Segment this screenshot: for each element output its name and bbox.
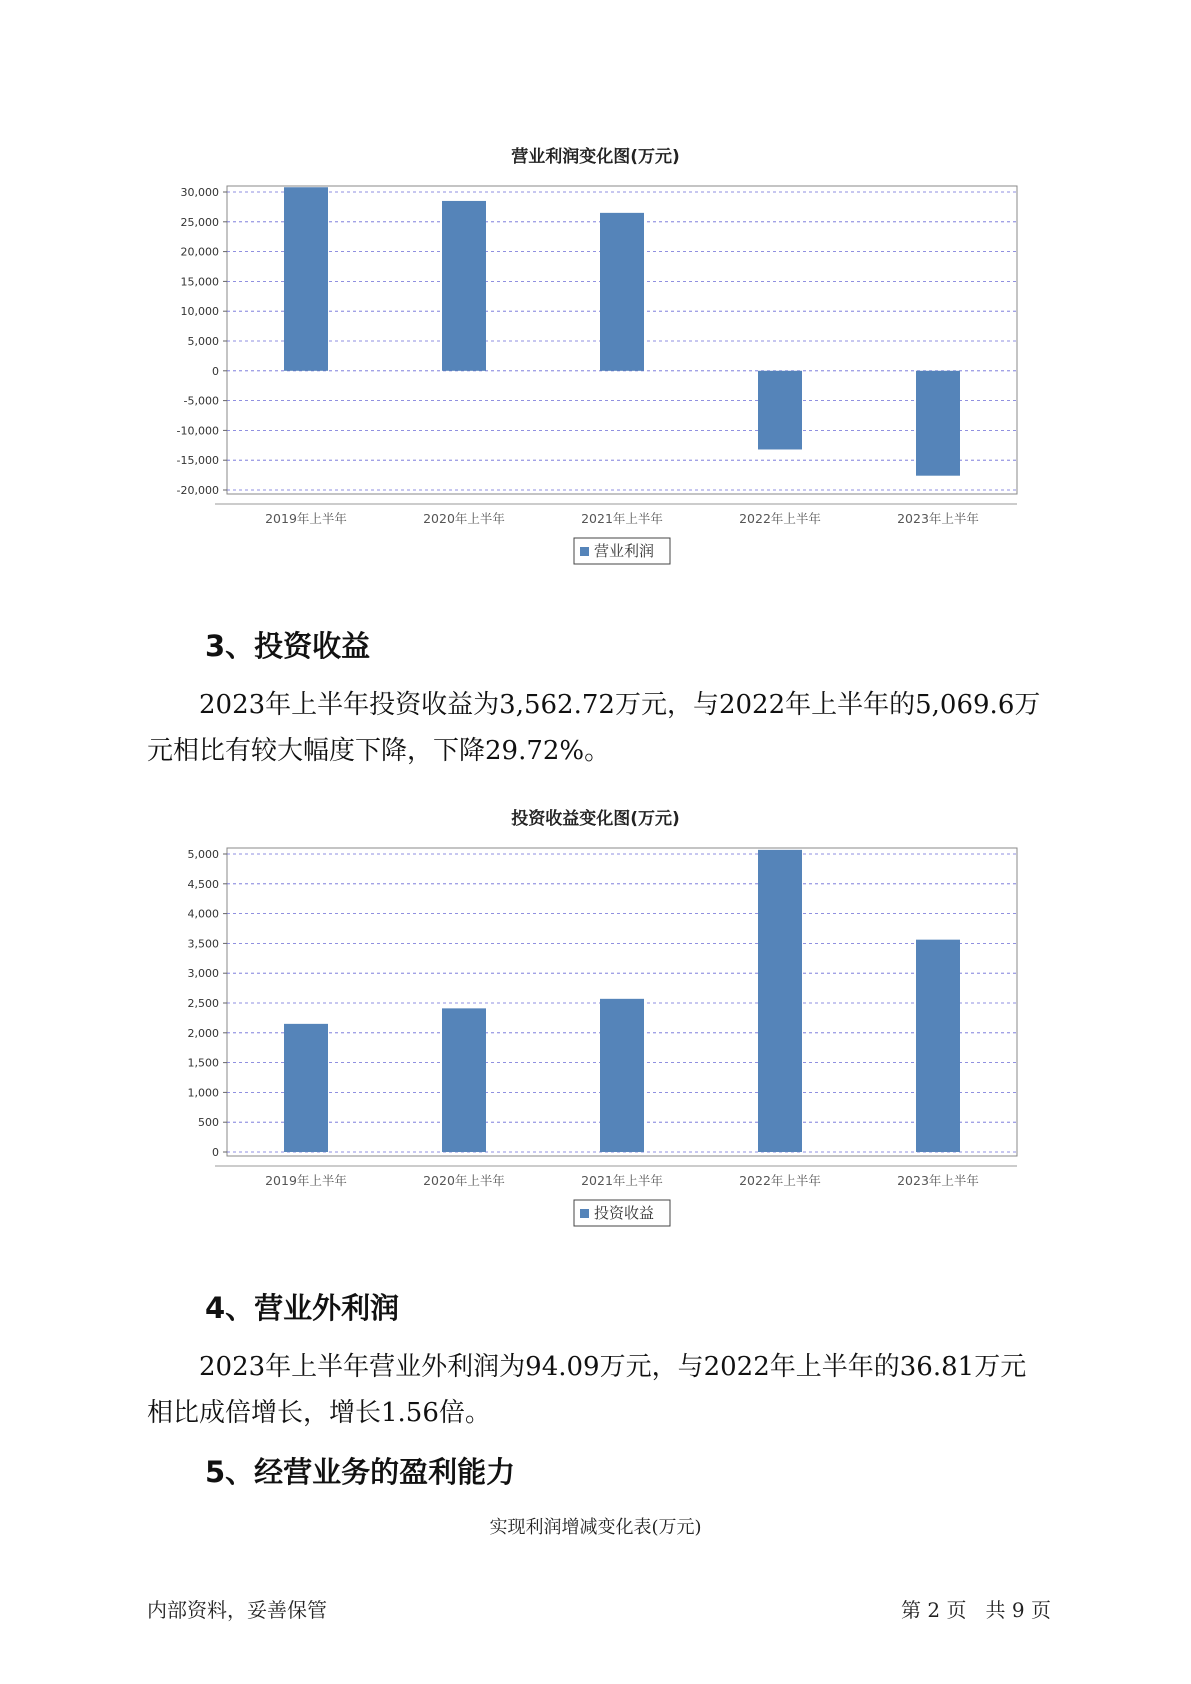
chart-title-operating-profit: 营业利润变化图(万元) — [511, 147, 680, 167]
y-tick-label: 2,500 — [187, 997, 219, 1010]
section-heading-non-operating-profit: 4、营业外利润 — [205, 1291, 400, 1325]
paragraph-line: 相比成倍增长，增长1.56倍。 — [147, 1398, 491, 1428]
paragraph-non-operating-profit — [147, 1344, 1057, 1436]
y-tick-label: -20,000 — [176, 484, 219, 497]
y-tick-label: 10,000 — [180, 305, 219, 319]
legend-swatch — [580, 1209, 589, 1218]
y-tick-label: 4,500 — [187, 877, 219, 891]
section-heading-profitability: 5、经营业务的盈利能力 — [205, 1455, 516, 1489]
y-tick-label: 1,000 — [187, 1086, 219, 1100]
paragraph-investment-income — [147, 682, 1057, 774]
y-tick-label: 2,000 — [187, 1026, 219, 1040]
bar — [600, 999, 644, 1152]
x-tick-label: 2022年上半年 — [739, 1173, 821, 1188]
y-tick-label: 20,000 — [180, 245, 219, 259]
y-tick-label: 0 — [212, 1146, 219, 1159]
y-tick-label: -10,000 — [176, 424, 219, 438]
bar — [916, 940, 960, 1152]
x-tick-label: 2022年上半年 — [739, 511, 821, 526]
bar — [284, 187, 328, 371]
x-tick-label: 2021年上半年 — [581, 511, 663, 526]
y-tick-label: 1,500 — [187, 1056, 219, 1070]
y-tick-label: 3,500 — [187, 937, 219, 951]
y-tick-label: 4,000 — [187, 907, 219, 921]
x-tick-label: 2020年上半年 — [423, 511, 505, 526]
x-tick-label: 2023年上半年 — [897, 511, 979, 526]
x-tick-label: 2020年上半年 — [423, 1173, 505, 1188]
bar — [600, 213, 644, 371]
chart-title-investment-income: 投资收益变化图(万元) — [511, 809, 680, 829]
y-tick-label: 0 — [212, 364, 219, 378]
y-tick-label: 5,000 — [187, 335, 219, 348]
chart-operating-profit — [155, 168, 1035, 598]
y-tick-label: 5,000 — [187, 848, 219, 861]
section-heading-investment-income: 3、投资收益 — [205, 629, 371, 663]
bar — [442, 201, 486, 371]
y-tick-label: 15,000 — [180, 275, 219, 289]
bar — [284, 1024, 328, 1152]
y-tick-label: -15,000 — [176, 454, 219, 468]
x-tick-label: 2019年上半年 — [265, 1173, 347, 1188]
footer-page-number: 第 2 页 共 9 页 — [901, 1598, 1051, 1622]
chart-investment-income — [155, 830, 1035, 1260]
y-tick-label: 25,000 — [180, 215, 219, 229]
paragraph-line: 2023年上半年投资收益为3,562.72万元，与2022年上半年的5,069.6万 — [199, 690, 1041, 720]
bar — [758, 371, 802, 450]
legend-swatch — [580, 547, 589, 556]
x-tick-label: 2021年上半年 — [581, 1173, 663, 1188]
bar — [442, 1008, 486, 1152]
legend-label: 营业利润 — [594, 542, 655, 560]
x-tick-label: 2023年上半年 — [897, 1173, 979, 1188]
bar — [916, 371, 960, 476]
footer-confidential-note: 内部资料，妥善保管 — [147, 1598, 327, 1622]
paragraph-line: 元相比有较大幅度下降，下降29.72%。 — [147, 736, 611, 766]
y-tick-label: -5,000 — [183, 394, 219, 408]
y-tick-label: 3,000 — [187, 967, 219, 981]
y-tick-label: 30,000 — [180, 186, 219, 199]
x-tick-label: 2019年上半年 — [265, 511, 347, 526]
bar — [758, 850, 802, 1152]
paragraph-line: 2023年上半年营业外利润为94.09万元，与2022年上半年的36.81万元 — [199, 1352, 1027, 1382]
y-tick-label: 500 — [198, 1116, 219, 1130]
legend-label: 投资收益 — [594, 1204, 655, 1222]
table-caption: 实现利润增减变化表(万元) — [489, 1517, 702, 1538]
